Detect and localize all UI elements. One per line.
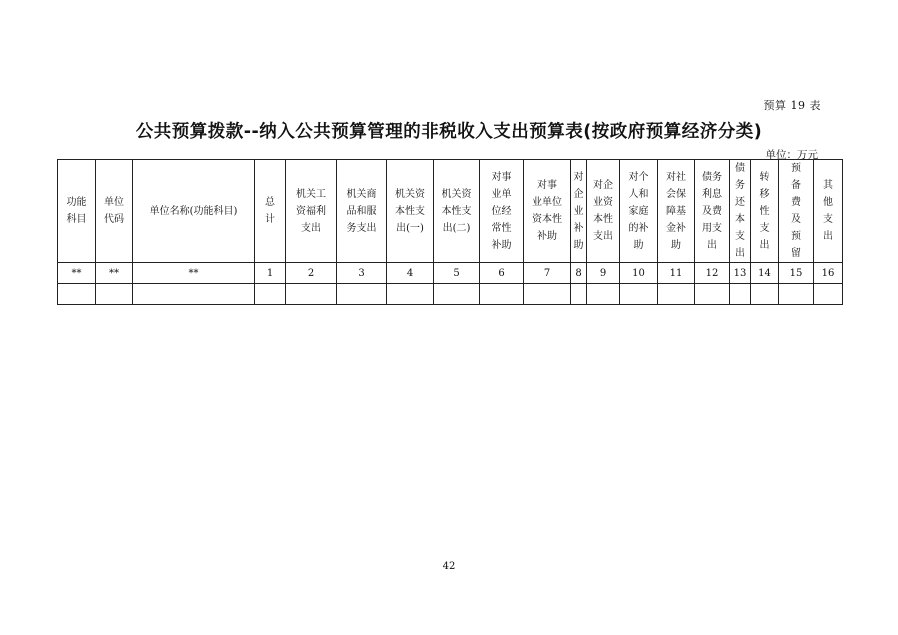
- empty-cell: [571, 284, 587, 305]
- header-cell: 对事 业单位 资本性 补助: [524, 160, 571, 263]
- table-cell: 7: [524, 263, 571, 284]
- header-cell: 转 移 性 支 出: [751, 160, 779, 263]
- table-cell: 2: [286, 263, 337, 284]
- table-cell: 11: [658, 263, 695, 284]
- empty-cell: [286, 284, 337, 305]
- page-title: 公共预算拨款--纳入公共预算管理的非税收入支出预算表(按政府预算经济分类): [135, 122, 763, 142]
- table-number: 预算 19 表: [763, 99, 821, 112]
- header-cell: 机关商 品和服 务支出: [337, 160, 387, 263]
- header-cell: 债务 利息 及费 用支 出: [695, 160, 730, 263]
- table-cell: 12: [695, 263, 730, 284]
- table-cell: 5: [434, 263, 480, 284]
- page-number: 42: [442, 561, 456, 572]
- table-cell: 4: [387, 263, 434, 284]
- table-cell: 13: [730, 263, 751, 284]
- header-cell: 对 企 业 补 助: [571, 160, 587, 263]
- header-row: [58, 160, 843, 263]
- header-cell: 预 备 费 及 预 留: [779, 160, 814, 263]
- empty-cell: [751, 284, 779, 305]
- empty-cell: [658, 284, 695, 305]
- header-cell: 机关资 本性支 出(二): [434, 160, 480, 263]
- empty-cell: [695, 284, 730, 305]
- table-cell: **: [58, 263, 96, 284]
- table-cell: 3: [337, 263, 387, 284]
- empty-cell: [524, 284, 571, 305]
- column-number-row: [58, 263, 843, 284]
- empty-cell: [337, 284, 387, 305]
- empty-row: [58, 284, 843, 305]
- table-cell: 15: [779, 263, 814, 284]
- empty-cell: [255, 284, 286, 305]
- header-cell: 债 务 还 本 支 出: [730, 160, 751, 263]
- empty-cell: [730, 284, 751, 305]
- header-cell: 对企 业资 本性 支出: [587, 160, 620, 263]
- budget-table: [57, 159, 843, 305]
- header-cell: 其 他 支 出: [814, 160, 843, 263]
- table-cell: 1: [255, 263, 286, 284]
- table-cell: **: [133, 263, 255, 284]
- table-cell: 8: [571, 263, 587, 284]
- empty-cell: [387, 284, 434, 305]
- header-cell: 功能 科目: [58, 160, 96, 263]
- header-cell: 单位名称(功能科目): [133, 160, 255, 263]
- table-cell: 16: [814, 263, 843, 284]
- empty-cell: [779, 284, 814, 305]
- table-cell: 14: [751, 263, 779, 284]
- table-cell: 10: [620, 263, 658, 284]
- empty-cell: [620, 284, 658, 305]
- table-cell: 9: [587, 263, 620, 284]
- empty-cell: [58, 284, 96, 305]
- header-cell: 对事 业单 位经 常性 补助: [480, 160, 524, 263]
- header-cell: 总 计: [255, 160, 286, 263]
- empty-cell: [814, 284, 843, 305]
- empty-cell: [133, 284, 255, 305]
- header-cell: 机关工 资福利 支出: [286, 160, 337, 263]
- header-cell: 对个 人和 家庭 的补 助: [620, 160, 658, 263]
- table-cell: **: [96, 263, 133, 284]
- empty-cell: [587, 284, 620, 305]
- table-cell: 6: [480, 263, 524, 284]
- empty-cell: [480, 284, 524, 305]
- header-cell: 机关资 本性支 出(一): [387, 160, 434, 263]
- unit-label: 单位：万元: [765, 149, 818, 161]
- header-cell: 对社 会保 障基 金补 助: [658, 160, 695, 263]
- header-cell: 单位 代码: [96, 160, 133, 263]
- empty-cell: [434, 284, 480, 305]
- empty-cell: [96, 284, 133, 305]
